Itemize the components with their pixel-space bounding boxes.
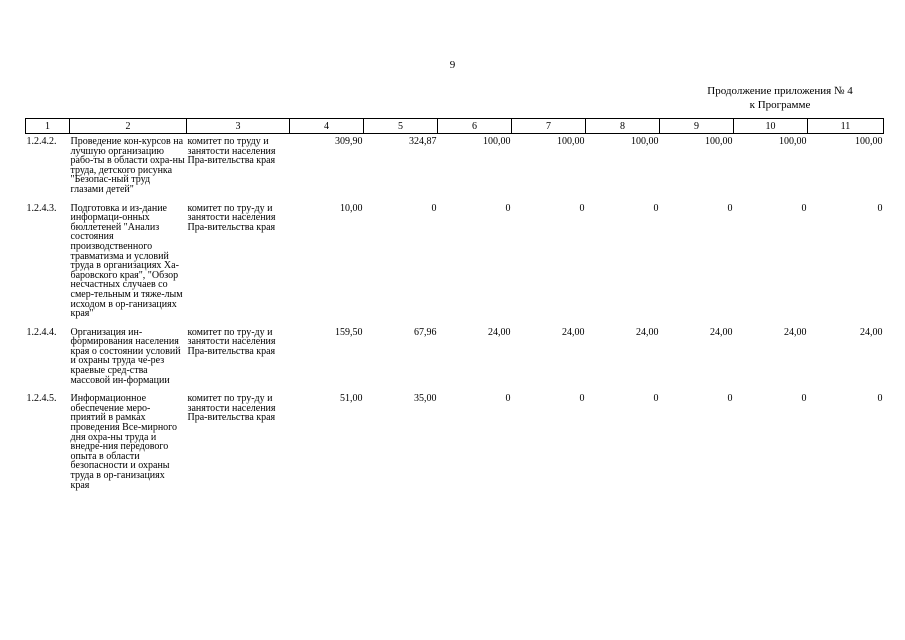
row-executor: комитет по тру-ду и занятости населения Пра-вительства края bbox=[187, 202, 276, 233]
column-header: 7 bbox=[512, 119, 586, 134]
continuation-line-2: к Программе bbox=[749, 99, 811, 111]
row-value: 0 bbox=[877, 202, 883, 214]
row-executor: комитет по труду и занятости населения Пра-вительства края bbox=[187, 136, 276, 167]
program-table bbox=[25, 118, 884, 496]
row-value: 24,00 bbox=[488, 326, 511, 338]
continuation-line-1: Продолжение приложения № 4 bbox=[707, 85, 853, 97]
row-value: 100,00 bbox=[631, 136, 659, 147]
row-value: 309,90 bbox=[335, 136, 363, 147]
row-value: 24,00 bbox=[636, 326, 659, 338]
column-header: 1 bbox=[26, 119, 70, 134]
column-header: 10 bbox=[734, 119, 808, 134]
row-value: 0 bbox=[431, 202, 437, 214]
table-row bbox=[26, 134, 884, 201]
row-value: 100,00 bbox=[483, 136, 511, 147]
row-value: 0 bbox=[579, 393, 585, 405]
column-header: 4 bbox=[290, 119, 364, 134]
row-value: 100,00 bbox=[557, 136, 585, 147]
row-code: 1.2.4.3. bbox=[26, 202, 57, 214]
column-header: 2 bbox=[70, 119, 187, 134]
table-row bbox=[26, 325, 884, 392]
row-activity: Организация ин-формирования населения края о состоянии условий и охраны труда че-рез краевые сред-ства массовой ин-формации bbox=[70, 326, 181, 386]
table-row bbox=[26, 201, 884, 325]
row-value: 0 bbox=[653, 202, 659, 214]
row-code: 1.2.4.4. bbox=[26, 326, 57, 338]
table-header-row bbox=[26, 119, 884, 134]
row-value: 0 bbox=[653, 393, 659, 405]
table-row bbox=[26, 391, 884, 496]
row-value: 0 bbox=[801, 202, 807, 214]
page-number: 9 bbox=[449, 59, 456, 71]
column-header: 11 bbox=[808, 119, 884, 134]
row-code: 1.2.4.2. bbox=[26, 136, 57, 147]
column-header: 8 bbox=[586, 119, 660, 134]
row-activity: Информационное обеспечение меро-приятий в рамках проведения Все-мирного дня охра-ны труда и внедре-ния передового опыта в области безопасности и охраны труда в ор-ганизациях края bbox=[70, 393, 178, 491]
row-value: 324,87 bbox=[409, 136, 437, 147]
row-value: 24,00 bbox=[860, 326, 883, 338]
row-value: 100,00 bbox=[855, 136, 883, 147]
row-value: 24,00 bbox=[562, 326, 585, 338]
row-activity: Проведение кон-курсов на лучшую организацию рабо-ты в области охра-ны труда, детского рисунка "Безопас-ный труд глазами детей" bbox=[70, 136, 185, 195]
row-value: 0 bbox=[877, 393, 883, 405]
row-value: 100,00 bbox=[705, 136, 733, 147]
row-value: 0 bbox=[727, 393, 733, 405]
continuation-note bbox=[660, 84, 900, 112]
row-executor: комитет по тру-ду и занятости населения Пра-вительства края bbox=[187, 393, 276, 424]
row-value: 0 bbox=[579, 202, 585, 214]
row-value: 159,50 bbox=[335, 326, 363, 338]
row-value: 51,00 bbox=[340, 393, 363, 405]
row-value: 100,00 bbox=[779, 136, 807, 147]
row-value: 0 bbox=[801, 393, 807, 405]
column-header: 3 bbox=[187, 119, 290, 134]
row-value: 67,96 bbox=[414, 326, 437, 338]
column-header: 6 bbox=[438, 119, 512, 134]
row-value: 10,00 bbox=[340, 202, 363, 214]
column-header: 9 bbox=[660, 119, 734, 134]
row-code: 1.2.4.5. bbox=[26, 393, 57, 405]
row-value: 0 bbox=[505, 202, 511, 214]
row-value: 24,00 bbox=[710, 326, 733, 338]
row-value: 0 bbox=[505, 393, 511, 405]
row-value: 35,00 bbox=[414, 393, 437, 405]
row-executor: комитет по тру-ду и занятости населения Пра-вительства края bbox=[187, 326, 276, 357]
row-value: 24,00 bbox=[784, 326, 807, 338]
row-value: 0 bbox=[727, 202, 733, 214]
column-header: 5 bbox=[364, 119, 438, 134]
row-activity: Подготовка и из-дание информаци-онных бюллетеней "Анализ состояния производственного травматизма и условий труда в организациях Ха-баровского края", "Обзор несчастных случаев со смер-тельным и тяже-лым исходом в ор-ганизациях края" bbox=[70, 202, 183, 320]
